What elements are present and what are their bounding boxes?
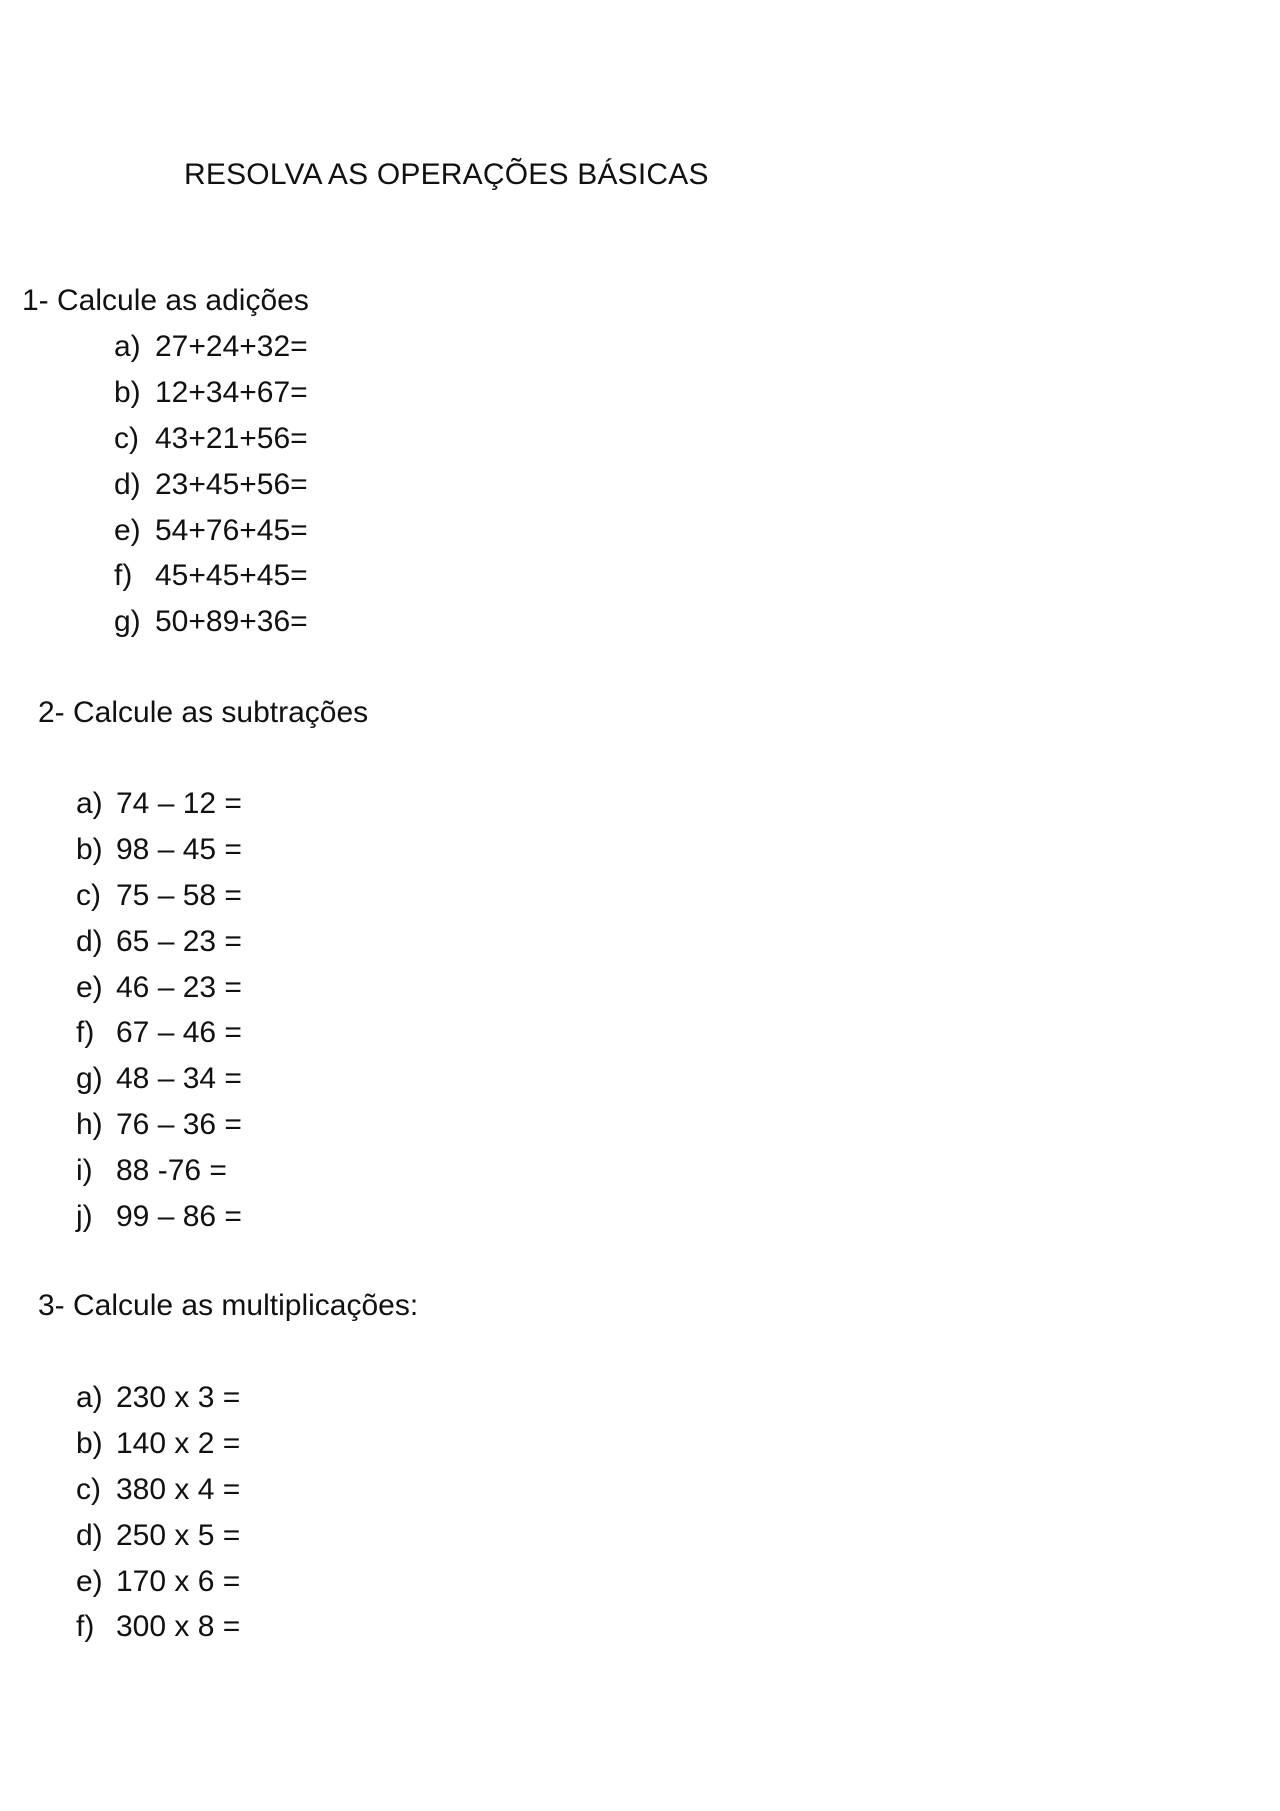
item-expression: 88 -76 = [116,1154,227,1188]
section-heading-subtractions: 2- Calcule as subtrações [38,696,369,729]
list-item [114,467,308,513]
item-marker: d) [76,1518,103,1552]
section-heading-additions: 1- Calcule as adições [22,284,309,317]
item-expression: 12+34+67= [155,375,308,409]
item-expression: 98 – 45 = [116,832,242,866]
list-item [76,878,242,924]
list-item [76,1609,240,1655]
item-marker: j) [76,1200,93,1234]
item-marker: f) [76,1016,95,1050]
list-item [76,1518,240,1564]
item-expression: 65 – 23 = [116,924,242,958]
item-marker: b) [76,832,103,866]
item-expression: 50+89+36= [155,605,308,639]
list-item [114,421,308,467]
item-expression: 76 – 36 = [116,1108,242,1142]
item-marker: c) [76,878,101,912]
list-item [114,558,308,604]
page-title: RESOLVA AS OPERAÇÕES BÁSICAS [184,158,709,191]
item-expression: 250 x 5 = [116,1518,241,1552]
list-item [76,1199,242,1245]
list-item [114,513,308,559]
item-marker: e) [76,970,103,1004]
item-expression: 27+24+32= [155,330,308,363]
item-expression: 230 x 3 = [116,1381,241,1414]
item-expression: 45+45+45= [155,559,308,593]
list-item [76,1426,240,1472]
item-marker: b) [114,375,141,409]
item-marker: d) [76,924,103,958]
list-item [114,329,308,375]
list-item [76,1153,242,1199]
item-marker: a) [76,1381,103,1414]
item-expression: 74 – 12 = [116,787,242,820]
list-item [76,1015,242,1061]
item-marker: b) [76,1426,103,1460]
item-expression: 43+21+56= [155,421,308,455]
item-marker: h) [76,1108,103,1142]
subtractions-list [76,786,242,1245]
multiplications-list [76,1380,240,1655]
item-expression: 170 x 6 = [116,1564,241,1598]
item-expression: 99 – 86 = [116,1200,242,1234]
list-item [114,604,308,650]
item-marker: e) [76,1564,103,1598]
item-marker: f) [114,559,133,593]
list-item [76,1564,240,1610]
additions-list [114,329,308,650]
list-item [114,375,308,421]
item-expression: 54+76+45= [155,513,308,547]
item-marker: g) [114,605,141,639]
item-marker: g) [76,1062,103,1096]
list-item [76,832,242,878]
item-expression: 300 x 8 = [116,1610,241,1644]
item-marker: d) [114,467,141,501]
item-marker: e) [114,513,141,547]
item-marker: a) [76,787,103,820]
list-item [76,924,242,970]
list-item [76,1472,240,1518]
item-marker: f) [76,1610,95,1644]
list-item [76,1061,242,1107]
item-marker: c) [76,1472,101,1506]
list-item [76,1380,240,1426]
item-marker: c) [114,421,139,455]
item-expression: 23+45+56= [155,467,308,501]
item-expression: 75 – 58 = [116,878,242,912]
list-item [76,1107,242,1153]
item-expression: 46 – 23 = [116,970,242,1004]
list-item [76,786,242,832]
item-expression: 48 – 34 = [116,1062,242,1096]
section-heading-multiplications: 3- Calcule as multiplicações: [38,1289,419,1322]
item-expression: 140 x 2 = [116,1426,241,1460]
item-expression: 380 x 4 = [116,1472,241,1506]
item-expression: 67 – 46 = [116,1016,242,1050]
item-marker: a) [114,330,141,363]
list-item [76,970,242,1016]
item-marker: i) [76,1154,93,1188]
